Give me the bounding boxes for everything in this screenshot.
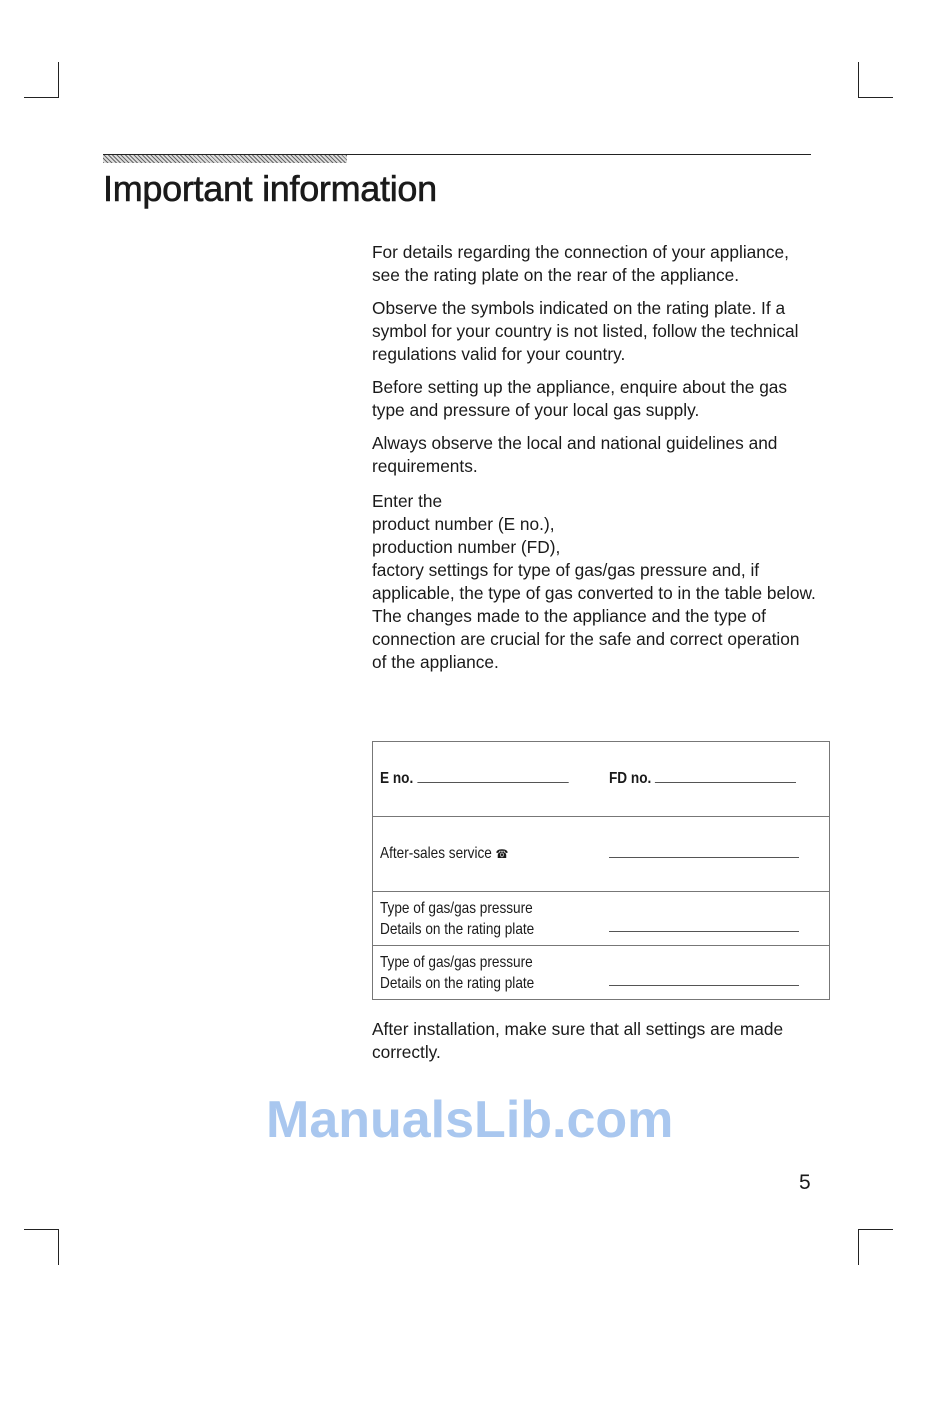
gas-details: Details on the rating plate — [380, 920, 535, 938]
gas-label: Type of gas/gas pressure — [380, 953, 533, 971]
crop-mark — [24, 97, 59, 98]
enter-line: factory settings for type of gas/gas pressure and, if applicable, the type of gas converted to in the table below. — [372, 560, 816, 603]
e-no-field[interactable] — [417, 781, 568, 783]
crop-mark — [58, 1229, 59, 1265]
paragraph: For details regarding the connection of your appliance, see the rating plate on the rear of the appliance. — [372, 242, 789, 285]
gas-field[interactable] — [609, 984, 799, 986]
phone-icon: ☎ — [495, 847, 509, 861]
enter-line: Enter the — [372, 491, 443, 511]
enter-line: The changes made to the appliance and the type of connection are crucial for the safe and correct operation of the appliance. — [372, 606, 800, 672]
header-hatch-bar — [103, 155, 347, 163]
crop-mark — [24, 1229, 59, 1230]
after-installation-note: After installation, make sure that all settings are made correctly. — [372, 1019, 784, 1062]
paragraph: Always observe the local and national guidelines and requirements. — [372, 433, 778, 476]
after-sales-label: After-sales service — [380, 845, 492, 862]
after-sales-cell — [373, 817, 602, 892]
gas-details: Details on the rating plate — [380, 974, 535, 992]
fd-no-cell — [602, 742, 830, 817]
crop-mark — [58, 62, 59, 98]
gas-label: Type of gas/gas pressure — [380, 899, 533, 917]
paragraph: Observe the symbols indicated on the rating plate. If a symbol for your country is not listed, follow the technical regulations valid for your country. — [372, 298, 799, 364]
paragraph: Before setting up the appliance, enquire about the gas type and pressure of your local gas supply. — [372, 377, 788, 420]
e-no-label: E no. — [380, 770, 414, 787]
page-number: 5 — [799, 1171, 811, 1194]
gas-field[interactable] — [609, 930, 799, 932]
crop-mark — [858, 1229, 893, 1230]
fd-no-label: FD no. — [608, 770, 651, 787]
gas-cell — [373, 892, 602, 946]
crop-mark — [858, 62, 859, 98]
fd-no-field[interactable] — [655, 781, 796, 783]
enter-line: product number (E no.), — [372, 514, 555, 534]
crop-mark — [858, 1229, 859, 1265]
gas-cell — [373, 946, 602, 1000]
watermark: ManualsLib.com — [266, 1091, 674, 1149]
enter-line: production number (FD), — [372, 537, 561, 557]
crop-mark — [858, 97, 893, 98]
body-text — [372, 241, 817, 674]
after-sales-field[interactable] — [609, 856, 799, 858]
e-no-cell — [373, 742, 602, 817]
page-title: Important information — [103, 168, 437, 209]
info-table — [372, 741, 830, 1000]
